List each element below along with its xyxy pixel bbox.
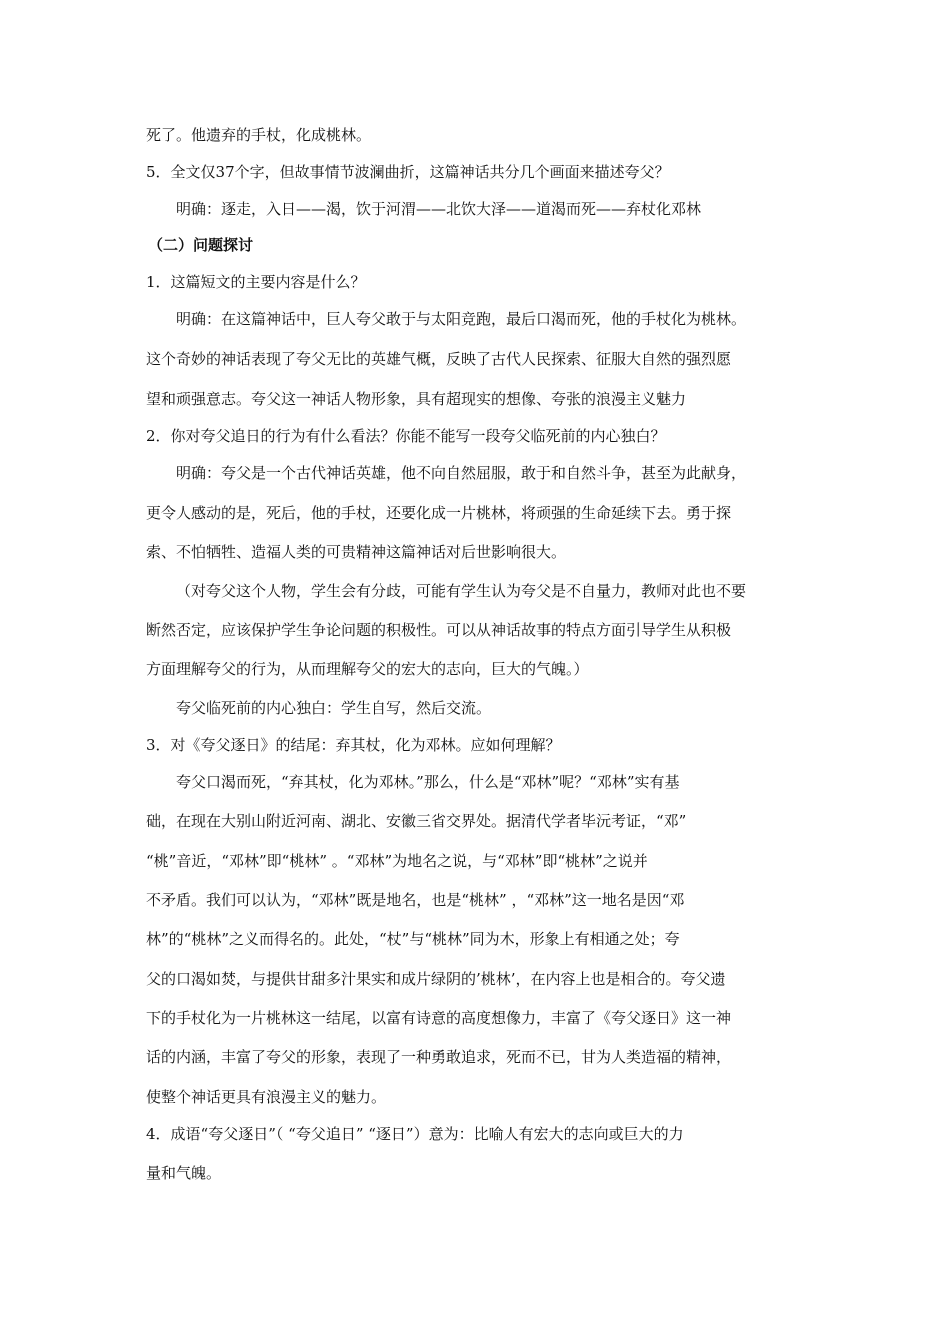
answer-line: 明确：夸父是一个古代神话英雄，他不向自然屈服，敢于和自然斗争，甚至为此献身， (176, 464, 747, 482)
question-1: 1．这篇短文的主要内容是什么？ (146, 273, 366, 291)
question-2: 2．你对夸父追日的行为有什么看法？你能不能写一段夸父临死前的内心独白？ (146, 427, 666, 445)
text-line: 这个奇妙的神话表现了夸父无比的英雄气概，反映了古代人民探索、征服大自然的强烈愿 (146, 350, 732, 368)
question-3: 3．对《夸父逐日》的结尾：弃其杖，化为邓林。应如何理解？ (146, 736, 561, 754)
text-line: 死了。他遗弃的手杖，化成桃林。 (146, 126, 372, 144)
answer-line: 明确：逐走，入日——渴，饮于河渭——北饮大泽——道渴而死——弃杖化邓林 (176, 200, 702, 218)
question-4: 4．成语“夸父逐日”（ “夸父追日” “逐日”）意为：比喻人有宏大的志向或巨大的力 (146, 1125, 684, 1143)
text-line: 更令人感动的是，死后，他的手杖，还要化成一片桃林，将顽强的生命延续下去。勇于探 (146, 504, 732, 522)
text-line: 索、不怕牺牲、造福人类的可贵精神这篇神话对后世影响很大。 (146, 543, 567, 561)
text-line: 望和顽强意志。夸父这一神话人物形象，具有超现实的想像、夸张的浪漫主义魅力 (146, 390, 687, 408)
answer-line: 明确：在这篇神话中，巨人夸父敢于与太阳竞跑，最后口渴而死，他的手杖化为桃林。 (176, 310, 747, 328)
text-line: “桃”音近，“邓林”即“桃林” 。“邓林”为地名之说，与“邓林”即“桃林”之说并 (146, 852, 648, 870)
answer-line: 夸父口渴而死，“弃其杖，化为邓林。”那么，什么是“邓林”呢？“邓林”实有基 (176, 773, 680, 791)
text-line: 父的口渴如焚，与提供甘甜多汁果实和成片绿阴的’桃林’，在内容上也是相合的。夸父遗 (146, 970, 726, 988)
text-line: 不矛盾。我们可以认为，“邓林”既是地名，也是“桃林” ，“邓林”这一地名是因“邓 (146, 891, 685, 909)
text-line: 断然否定，应该保护学生争论问题的积极性。可以从神话故事的特点方面引导学生从积极 (146, 621, 732, 639)
text-line: 量和气魄。 (146, 1164, 222, 1182)
question-5: 5．全文仅37个字，但故事情节波澜曲折，这篇神话共分几个画面来描述夸父？ (146, 163, 670, 181)
section-heading: （二）问题探讨 (148, 236, 254, 254)
text-line: 夸父临死前的内心独白：学生自写，然后交流。 (176, 699, 492, 717)
text-line: 使整个神话更具有浪漫主义的魅力。 (146, 1088, 387, 1106)
text-line: 础，在现在大别山附近河南、湖北、安徽三省交界处。据清代学者毕沅考证，“邓” (146, 812, 687, 830)
text-line: 下的手杖化为一片桃林这一结尾，以富有诗意的高度想像力，丰富了《夸父逐日》这一神 (146, 1009, 732, 1027)
text-line: 方面理解夸父的行为，从而理解夸父的宏大的志向，巨大的气魄。） (146, 660, 589, 678)
note-line: （对夸父这个人物，学生会有分歧，可能有学生认为夸父是不自量力，教师对此也不要 (176, 582, 747, 600)
text-line: 话的内涵，丰富了夸父的形象，表现了一种勇敢追求，死而不已，甘为人类造福的精神， (146, 1048, 732, 1066)
text-line: 林”的“桃林”之义而得名的。此处，“杖”与“桃林”同为木，形象上有相通之处；夸 (146, 930, 680, 948)
